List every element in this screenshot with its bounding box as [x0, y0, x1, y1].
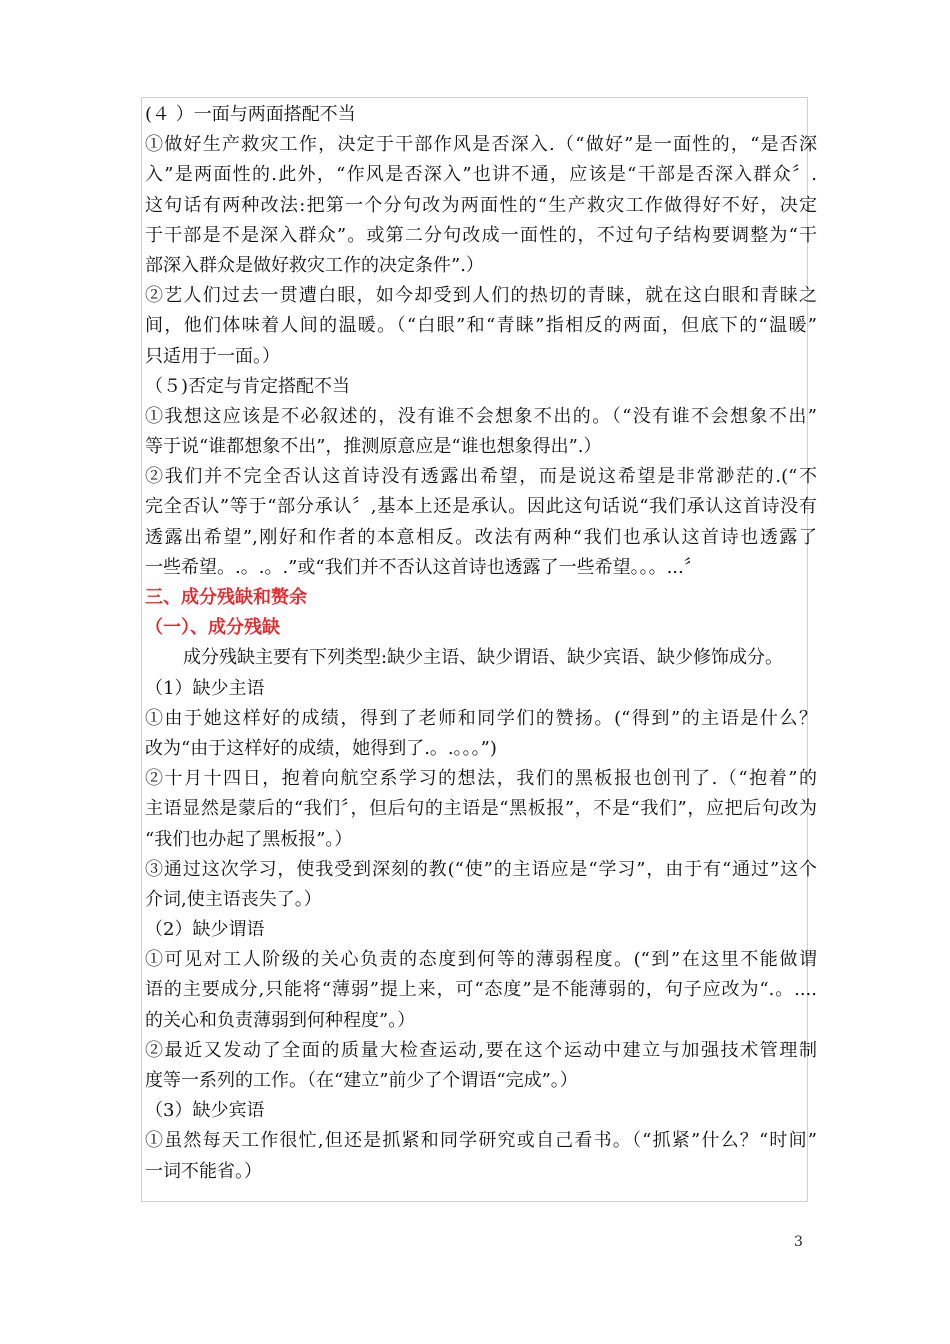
text-line: 主语显然是蒙后的“我们〞，但后句的主语是“黑板报”，不是“我们”，应把后句改为 — [145, 798, 817, 820]
text-line: 部深入群众是做好救灾工作的决定条件”.） — [145, 254, 484, 276]
text-line: 于干部是不是深入群众”。或第二分句改成一面性的，不过句子结构要调整为“干 — [145, 224, 817, 246]
section-heading: （一）、成分残缺 — [145, 617, 280, 639]
section-heading: 三、成分残缺和赘余 — [145, 587, 307, 608]
text-line: 入”是两面性的.此外，“作风是否深入”也讲不通，应该是“干部是否深入群众〞. — [145, 164, 817, 186]
document-body — [145, 100, 817, 1187]
text-line: 只适用于一面。） — [145, 345, 280, 367]
text-line: 的关心和负责薄弱到何种程度”。） — [145, 1009, 416, 1031]
text-line: （５)否定与肯定搭配不当 — [145, 375, 351, 397]
text-line: “我们也办起了黑板报”。） — [145, 828, 353, 850]
text-line: ①做好生产救灾工作，决定于干部作风是否深入.（“做好”是一面性的，“是否深 — [145, 134, 817, 156]
text-line: ②我们并不完全否认这首诗没有透露出希望，而是说这希望是非常渺茫的.(“不 — [145, 466, 817, 488]
text-line: （3）缺少宾语 — [145, 1100, 265, 1122]
text-line: 改为“由于这样好的成绩，她得到了.。.。。。”) — [145, 737, 497, 759]
text-line: 完全否认”等于“部分承认〞,基本上还是承认。因此这句话说“我们承认这首诗没有 — [145, 496, 817, 518]
text-line: （2）缺少谓语 — [145, 919, 265, 941]
text-line: ②艺人们过去一贯遭白眼，如今却受到人们的热切的青睐，就在这白眼和青睐之 — [145, 285, 817, 307]
text-line: ③通过这次学习，使我受到深刻的教(“使”的主语应是“学习”，由于有“通过”这个 — [145, 858, 817, 880]
text-line: 透露出希望”,刚好和作者的本意相反。改法有两种“我们也承认这首诗也透露了 — [145, 526, 817, 548]
text-line: ②十月十四日，抱着向航空系学习的想法，我们的黑板报也创刊了.（“抱着”的 — [145, 768, 817, 790]
text-line: 一词不能省。） — [145, 1160, 262, 1182]
text-line: ①可见对工人阶级的关心负责的态度到何等的薄弱程度。(“到”在这里不能做谓 — [145, 949, 817, 971]
text-line: 介词,使主语丧失了。） — [145, 888, 322, 910]
text-line: ①我想这应该是不必叙述的，没有谁不会想象不出的。（“没有谁不会想象不出” — [145, 405, 817, 427]
text-line: （1）缺少主语 — [145, 677, 265, 699]
text-line: (４ ）一面与两面搭配不当 — [145, 104, 356, 125]
text-line: 度等一系列的工作。（在“建立”前少了个谓语“完成”。） — [145, 1070, 578, 1091]
text-line: 一些希望。.。.。.”或“我们并不否认这首诗也透露了一些希望。。。...〞 — [145, 556, 702, 578]
text-line: ①虽然每天工作很忙,但还是抓紧和同学研究或自己看书。（“抓紧”什么？“时间” — [145, 1130, 817, 1152]
text-line: ①由于她这样好的成绩，得到了老师和同学们的赞扬。(“得到”的主语是什么？ — [145, 707, 817, 729]
text-line: 这句话有两种改法:把第一个分句改为两面性的“生产救灾工作做得好不好，决定 — [145, 194, 817, 216]
text-line: 间，他们体味着人间的温暖。（“白眼”和“青睐”指相反的两面，但底下的“温暖” — [145, 315, 817, 337]
text-line: 等于说“谁都想象不出”，推测原意应是“谁也想象得出”.） — [145, 436, 602, 458]
text-line: ②最近又发动了全面的质量大检查运动,要在这个运动中建立与加强技术管理制 — [145, 1039, 817, 1061]
text-line: 语的主要成分,只能将“薄弱”提上来，可“态度”是不能薄弱的，句子应改为“.。.... — [145, 979, 817, 1001]
text-line: 成分残缺主要有下列类型:缺少主语、缺少谓语、缺少宾语、缺少修饰成分。 — [183, 647, 784, 669]
page-number: 3 — [794, 1234, 803, 1250]
